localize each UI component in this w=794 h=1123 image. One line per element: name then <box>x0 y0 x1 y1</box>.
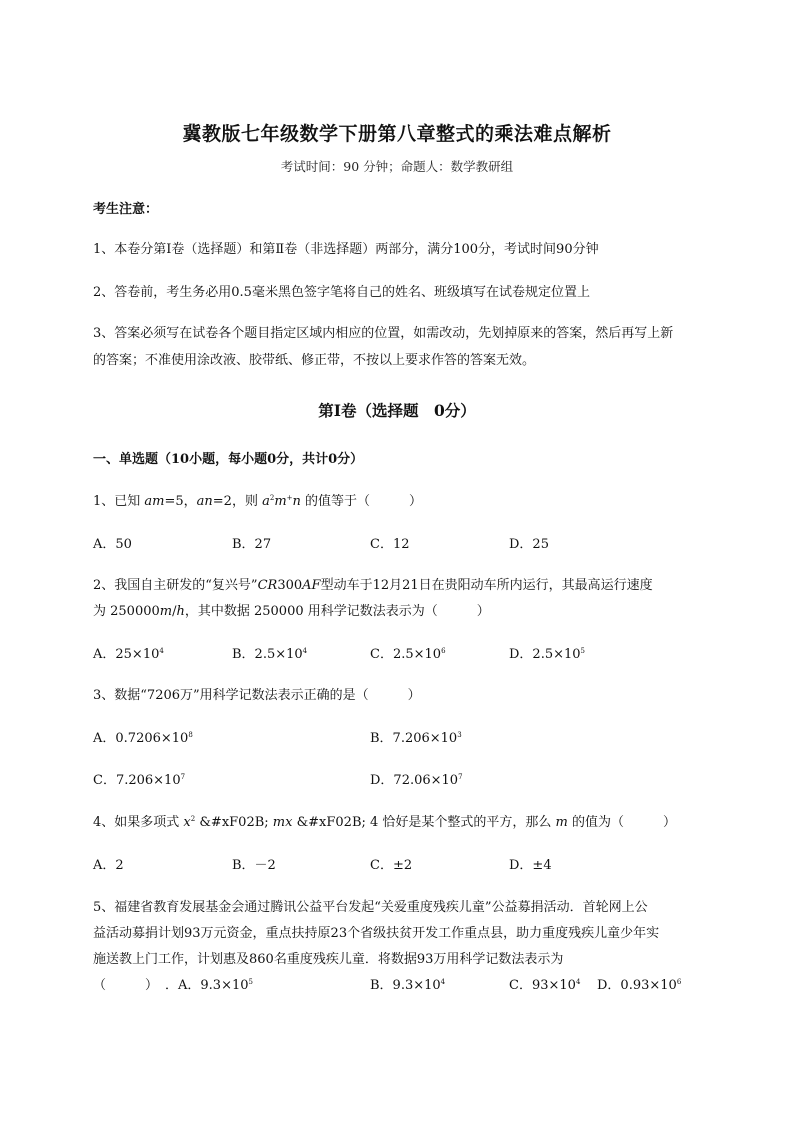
notice-item-3-continued: 的答案；不准使用涂改液、胶带纸、修正带，不按以上要求作答的答案无效。 <box>93 353 536 368</box>
notice-item-2: 2、答卷前，考生务必用0.5毫米黑色签字笔将自己的姓名、班级填写在试卷规定位置上 <box>93 285 590 300</box>
question-5-stem-line-1: 5、福建省教育发展基金会通过腾讯公益平台发起“关爱重度残疾儿童”公益募捐活动．首轮网上公 <box>93 900 648 915</box>
question-2-stem-line-1: 2、我国自主研发的“复兴号”CR300AF型动车于12月21日在贵阳动车所内运行，其最高运行速度 <box>93 578 653 593</box>
question-1-stem: 1、已知 am=5，an=2，则 $a^2m^+n$ 的值等于（ ） <box>93 494 423 509</box>
page-title: 冀教版七年级数学下册第八章整式的乘法难点解析 <box>182 123 612 145</box>
question-5-stem-line-3: 施送教上门工作，计划惠及860名重度残疾儿童．将数据93万用科学记数法表示为 <box>93 952 564 967</box>
question-2-option-a[interactable]: A．$25\times 10^4$ <box>93 647 164 662</box>
question-3-option-d[interactable]: D．$72.06\times 10^7$ <box>370 773 463 788</box>
question-2-stem-line-2: 为 250000m/h，其中数据 250000 用科学记数法表示为（ ） <box>93 604 490 619</box>
exam-info: 考试时间：90 分钟；命题人：数学教研组 <box>280 159 514 174</box>
question-2-option-c[interactable]: C．$2.5\times 10^6$ <box>370 647 446 662</box>
section-heading: 一、单选题（10小题，每小题0分，共计0分） <box>93 452 364 467</box>
question-5-stem-line-2: 益活动募捐计划93万元资金，重点扶持原23个省级扶贫开发工作重点县，助力重度残疾儿童少年实 <box>93 926 660 941</box>
question-4-option-b[interactable]: B．－2 <box>232 858 276 873</box>
question-5-answer-blank: （ ） <box>93 978 159 993</box>
question-4-option-d[interactable]: D．±4 <box>509 858 552 873</box>
question-4-option-c[interactable]: C．±2 <box>370 858 413 873</box>
notice-heading: 考生注意： <box>93 202 159 217</box>
question-1-option-b[interactable]: B．27 <box>232 537 272 552</box>
notice-item-3: 3、答案必须写在试卷各个题目指定区域内相应的位置，如需改动，先划掉原来的答案，然后再写上新 <box>93 326 674 341</box>
section-title: 第Ⅰ卷（选择题 0分） <box>318 401 476 420</box>
question-4-stem: 4、如果多项式 $x^2$ &#xF02B; mx &#xF02B; 4 恰好是某个整式的平方，那么 m 的值为（ ） <box>93 815 677 830</box>
question-2-option-d[interactable]: D．$2.5\times 10^5$ <box>509 647 586 662</box>
question-5-option-a[interactable]: ．A．$9.3\times 10^5$ <box>165 978 253 993</box>
question-3-option-c[interactable]: C．$7.206\times 10^7$ <box>93 773 186 788</box>
question-1-option-a[interactable]: A．50 <box>93 537 132 552</box>
question-1-option-d[interactable]: D．25 <box>509 537 549 552</box>
question-5-option-d[interactable]: D．$0.93\times 10^6$ <box>597 978 682 993</box>
notice-item-1: 1、本卷分第Ⅰ卷（选择题）和第Ⅱ卷（非选择题）两部分，满分100分，考试时间90分钟 <box>93 242 599 257</box>
question-1-option-c[interactable]: C．12 <box>370 537 410 552</box>
question-5-option-b[interactable]: B．$9.3\times 10^4$ <box>370 978 446 993</box>
question-3-option-a[interactable]: A．$0.7206\times 10^8$ <box>93 731 193 746</box>
question-5-option-c[interactable]: C．$93\times 10^4$ <box>509 978 581 993</box>
question-2-option-b[interactable]: B．$2.5\times 10^4$ <box>232 647 308 662</box>
question-3-option-b[interactable]: B．$7.206\times 10^3$ <box>370 731 462 746</box>
question-4-option-a[interactable]: A．2 <box>93 858 124 873</box>
question-3-stem: 3、数据“7206万”用科学记数法表示正确的是（ ） <box>93 688 421 703</box>
